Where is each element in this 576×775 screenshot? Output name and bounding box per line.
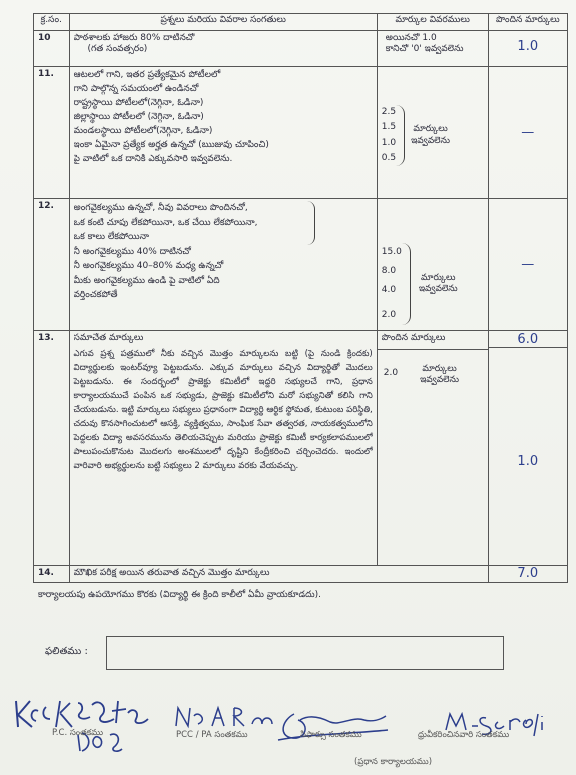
marks-value: 1.0: [381, 137, 397, 148]
table-row: [34, 31, 568, 67]
awarded-marks: [488, 31, 567, 67]
criteria-line: రాష్ట్రస్థాయి పోటీలలో(నెగ్గినా, ఓడినా): [73, 97, 204, 108]
criteria-line: నీ అంగవైకల్యము 40–80% మధ్య ఉన్నచో: [73, 261, 224, 272]
signature-label-pc: P.C. సంతకము: [52, 728, 104, 738]
criteria-line: అంగవైకల్యము ఉన్నచో, నీవు వివరాలు పొందినచో,: [73, 203, 248, 213]
criteria-line: ఆటలలో గాని, ఇతర ప్రత్యేకమైన పోటీలలో: [73, 70, 221, 80]
marks-label: ఇవ్వవలెను: [418, 283, 458, 294]
head-office-label: (ప్రధాన కార్యాలయము): [354, 757, 433, 767]
criteria-line: మండలస్థాయి పోటీలలో(నెగ్గినా, ఓడినా): [73, 125, 213, 136]
row-marks-details: [377, 67, 488, 199]
awarded-value: —: [521, 125, 535, 140]
row-criteria: [69, 199, 377, 331]
row-number: 11.: [34, 67, 70, 199]
row-marks-details: [377, 331, 488, 566]
awarded-marks: [488, 199, 567, 331]
marks-label: మార్కులు: [422, 364, 457, 374]
signature-label-recommender: సిఫార్సు సంతకము: [300, 730, 362, 740]
marks-label: ఇవ్వవలెను: [420, 375, 459, 386]
awarded-marks: [488, 67, 567, 199]
table-header-row: [34, 14, 568, 31]
criteria-line: పై వాటిలో ఒక దానికి ఎక్కువసారి ఇవ్వవలెను.: [73, 153, 233, 164]
criteria-line: మౌఖిక పరీక్ష అయిన తరువాత వచ్చిన మొత్తం మార్కులు: [73, 568, 270, 578]
awarded-value: —: [521, 257, 535, 272]
awarded-value: 1.0: [517, 39, 539, 54]
interview-paragraph: ఎగువ ప్రశ్న పత్రములో నీకు వచ్చిన మొత్తం మార్కులను బట్టి (పై నుండి క్రిందకు) విద్యార్థులకు ఇంటర్‌వ్యూ పెట్టబడును. ఎక్కువ మార్కులు వచ్చిన విద్యార్థితో మొదలు పెట్టబడును. ఈ సందర్భంలో ప్రాజెక్టు కమిటీలో ఇద్దరి సభ్యులచే గాని, ప్రధాన కార్యాలయముచే పంపిన ఒక సభ్యుడు, ప్రాజెక్టు కమిటీలోని మరో సభ్యునితో కలిసి గాని చేయబడును. ఇట్టి మార్కులు సభ్యులు ప్రధానంగా విద్యార్థి ఆర్థిక స్థోమత, కుటుంబ పరిస్థితి, చదువు కొనసాగించుటలో ఆసక్తి, వ్యక్తిత్వము, సాంఘిక సేవా తత్వరత, నాయకత్వములోని పెద్దలకు విద్యా అవసరమును తెలియచెప్పుట మరియు ప్రాజెక్టు కమిటీ కార్యకలాపములలో పాలుపంచుకొనుట మొదలగు అంశములలో దృష్టిని కేంద్రీకరించి చర్చించెదరు. ఇందులో వారివారి అభ్యర్థులను బట్టి సభ్యులు 2 మార్కులు వరకు వేయవచ్చు.: [73, 349, 373, 471]
marks-line: అయినచో 1.0: [385, 33, 437, 43]
criteria-line: నీ అంగవైకల్యము 40% దాటినచో: [73, 246, 191, 257]
criteria-line: మీకు అంగవైకల్యము ఉండి పై వాటిలో ఏది: [73, 275, 220, 286]
awarded-marks: [488, 331, 567, 566]
marks-value: 2.5: [381, 107, 397, 117]
signature-pcc: [172, 702, 282, 732]
subtotal-cell: [489, 331, 567, 348]
marks-value: 2.0: [383, 368, 399, 378]
remarks-label: ఫలితము :: [45, 646, 88, 657]
criteria-line: (గత సంవత్సరం): [87, 44, 148, 55]
marks-label: మార్కులు: [413, 124, 448, 135]
row-number: 10: [34, 31, 70, 67]
office-use-note: కార్యాలయపు ఉపయోగము కొరకు (విద్యార్థి ఈ క్రింది కాలీలో ఏమీ వ్రాయకూడదు).: [38, 590, 321, 600]
header-awarded: పొందిన మార్కులు: [488, 14, 567, 31]
row-number: 14.: [34, 566, 70, 583]
marks-table: [33, 13, 568, 583]
total-value: 7.0: [517, 566, 539, 581]
criteria-title: సమాచేత మార్కులు: [73, 333, 144, 343]
criteria-line: గాని పాల్గొన్న సమయంలో ఉండినచో: [73, 83, 199, 94]
header-sno: క్ర.సం.: [34, 14, 70, 31]
criteria-line: పాఠశాలకు హాజరు 80% దాటినచో: [73, 33, 195, 43]
marks-value: 1.5: [381, 122, 397, 133]
table-row: [34, 566, 568, 583]
marks-values: [382, 243, 411, 325]
awarded-value: 1.0: [517, 454, 539, 469]
criteria-line: ఒక కాలు లేకపోయినా: [73, 232, 149, 243]
header-marks-details: మార్కుల వివరములు: [377, 14, 488, 31]
row-number: 12.: [34, 199, 70, 331]
row-criteria: [69, 67, 377, 199]
row-criteria: [69, 31, 377, 67]
table-row: [34, 67, 568, 199]
marks-label: ఇవ్వవలెను: [411, 135, 450, 146]
criteria-line: ఇంకా ఏమైనా ప్రత్యేక అర్హత ఉన్నచో (ఋజువు చూపించి): [73, 139, 269, 150]
criteria-line: వర్తించకపోతే: [73, 290, 118, 301]
remarks-box: [106, 636, 504, 670]
table-row: [34, 331, 568, 566]
criteria-line: జిల్లాస్థాయి పోటీలలో (నెగ్గినా, ఓడినా): [73, 111, 204, 122]
marks-line: కానిచో '0' ఇవ్వవలెను: [385, 44, 464, 55]
row-marks-details: [377, 31, 488, 67]
row-number: 13.: [34, 331, 70, 566]
signature-label-pcc: PCC / PA సంతకము: [176, 730, 248, 740]
row-criteria: [69, 566, 488, 583]
subtotal-value: 6.0: [517, 332, 539, 347]
marks-value: 2.0: [381, 309, 397, 320]
table-row: [34, 199, 568, 331]
marks-subheader: పొందిన మార్కులు: [378, 331, 488, 350]
row-marks-details: [377, 199, 488, 331]
marks-value: 8.0: [381, 265, 397, 276]
header-criteria: ప్రశ్నలు మరియు వివరాల సంగతులు: [69, 14, 377, 31]
total-marks: [488, 566, 567, 583]
marks-value: 0.5: [381, 152, 397, 163]
marks-label: మార్కులు: [421, 272, 456, 283]
marks-values: [382, 105, 405, 166]
marks-value: 15.0: [381, 247, 402, 257]
signature-label-verifier: ధ్రువీకరించినవారి సంతకము: [418, 730, 510, 740]
criteria-line: ఒక కంటి చూపు లేకపోయినా, ఒక చేయి లేకపోయినా,: [73, 217, 258, 228]
signature-pc: [8, 693, 178, 755]
marks-value: 4.0: [381, 284, 397, 295]
row-criteria: [69, 331, 377, 566]
